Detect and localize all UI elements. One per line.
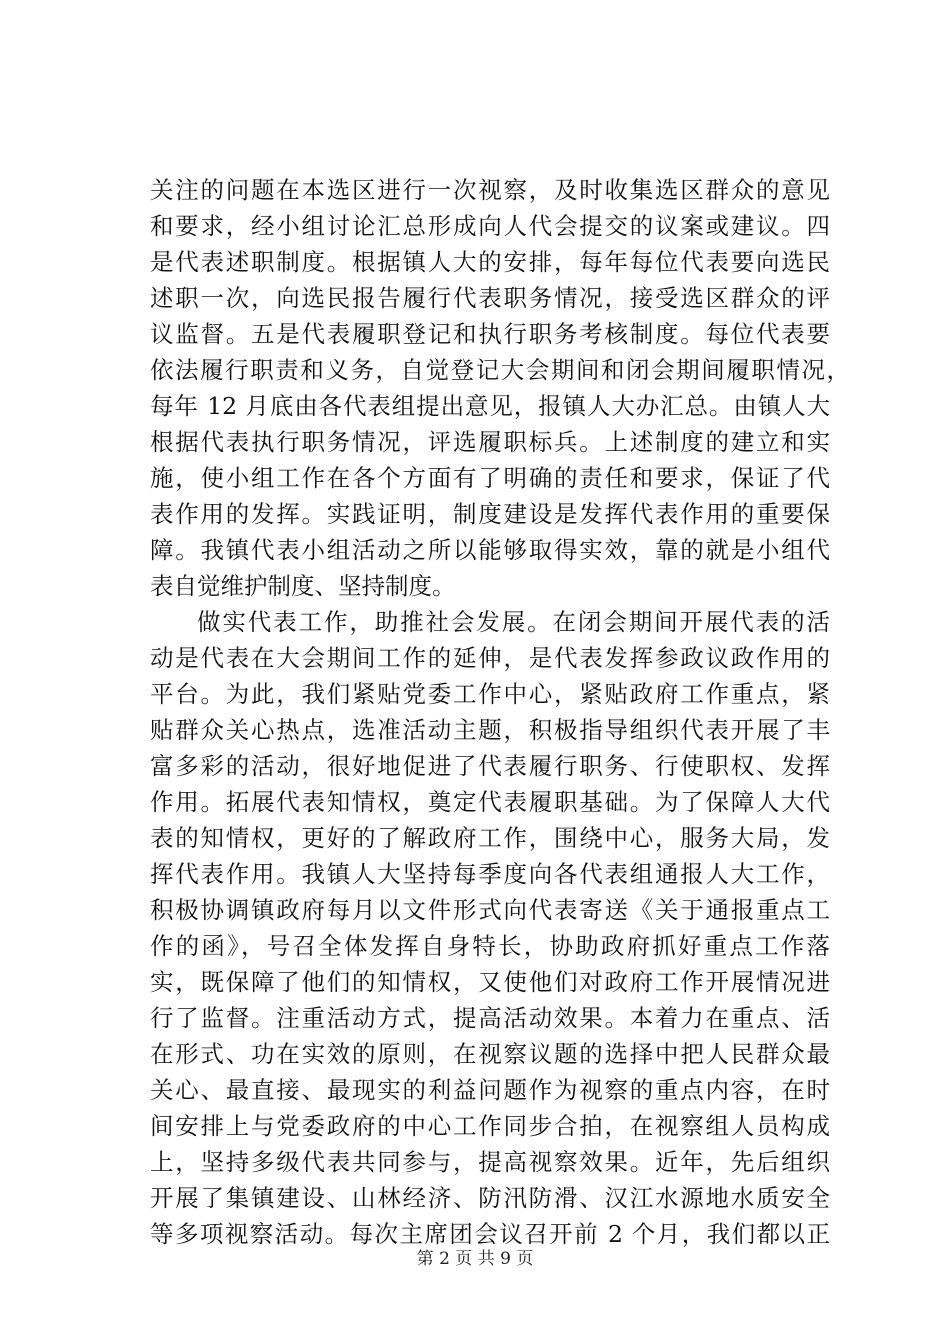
text-line: 关注的问题在本选区进行一次视察，及时收集选区群众的意见 — [150, 176, 830, 204]
text-line: 表的知情权，更好的了解政府工作，围绕中心，服务大局，发 — [150, 824, 830, 852]
text-line: 贴群众关心热点，选准活动主题，积极指导组织代表开展了丰 — [150, 716, 830, 744]
text-line: 议监督。五是代表履职登记和执行职务考核制度。每位代表要 — [150, 320, 830, 348]
text-line: 述职一次，向选民报告履行代表职务情况，接受选区群众的评 — [150, 284, 830, 312]
text-line: 开展了集镇建设、山林经济、防汛防滑、汉江水源地水质安全 — [150, 1184, 830, 1212]
text-line: 表作用的发挥。实践证明，制度建设是发挥代表作用的重要保 — [150, 500, 830, 528]
text-line: 关心、最直接、最现实的利益问题作为视察的重点内容，在时 — [150, 1076, 830, 1104]
text-line: 平台。为此，我们紧贴党委工作中心，紧贴政府工作重点，紧 — [150, 680, 830, 708]
text-line: 表自觉维护制度、坚持制度。 — [150, 572, 456, 600]
text-line: 富多彩的活动，很好地促进了代表履行职务、行使职权、发挥 — [150, 752, 830, 780]
text-line: 上，坚持多级代表共同参与，提高视察效果。近年，先后组织 — [150, 1148, 830, 1176]
text-line: 每年 12 月底由各代表组提出意见，报镇人大办汇总。由镇人大 — [150, 392, 830, 420]
text-line: 是代表述职制度。根据镇人大的安排，每年每位代表要向选民 — [150, 248, 830, 276]
text-line: 在形式、功在实效的原则，在视察议题的选择中把人民群众最 — [150, 1040, 830, 1068]
text-line: 动是代表在大会期间工作的延伸，是代表发挥参政议政作用的 — [150, 644, 830, 672]
text-line: 作用。拓展代表知情权，奠定代表履职基础。为了保障人大代 — [150, 788, 830, 816]
paragraph-first-line: 做实代表工作，助推社会发展。在闭会期间开展代表的活 — [197, 608, 830, 636]
text-line: 间安排上与党委政府的中心工作同步合拍，在视察组人员构成 — [150, 1112, 830, 1140]
text-line: 实，既保障了他们的知情权，又使他们对政府工作开展情况进 — [150, 968, 830, 996]
text-line: 施，使小组工作在各个方面有了明确的责任和要求，保证了代 — [150, 464, 830, 492]
text-line: 作的函》，号召全体发挥自身特长，协助政府抓好重点工作落 — [150, 932, 830, 960]
page-number-footer: 第 2 页 共 9 页 — [416, 1249, 534, 1269]
text-line: 依法履行职责和义务，自觉登记大会期间和闭会期间履职情况， — [150, 356, 850, 384]
text-line: 根据代表执行职务情况，评选履职标兵。上述制度的建立和实 — [150, 428, 830, 456]
text-line: 积极协调镇政府每月以文件形式向代表寄送《关于通报重点工 — [150, 896, 830, 924]
text-line: 挥代表作用。我镇人大坚持每季度向各代表组通报人大工作， — [150, 860, 830, 888]
text-line: 行了监督。注重活动方式，提高活动效果。本着力在重点、活 — [150, 1004, 830, 1032]
text-line: 和要求，经小组讨论汇总形成向人代会提交的议案或建议。四 — [150, 212, 830, 240]
text-line: 等多项视察活动。每次主席团会议召开前 2 个月，我们都以正 — [150, 1220, 830, 1248]
text-line: 障。我镇代表小组活动之所以能够取得实效，靠的就是小组代 — [150, 536, 830, 564]
